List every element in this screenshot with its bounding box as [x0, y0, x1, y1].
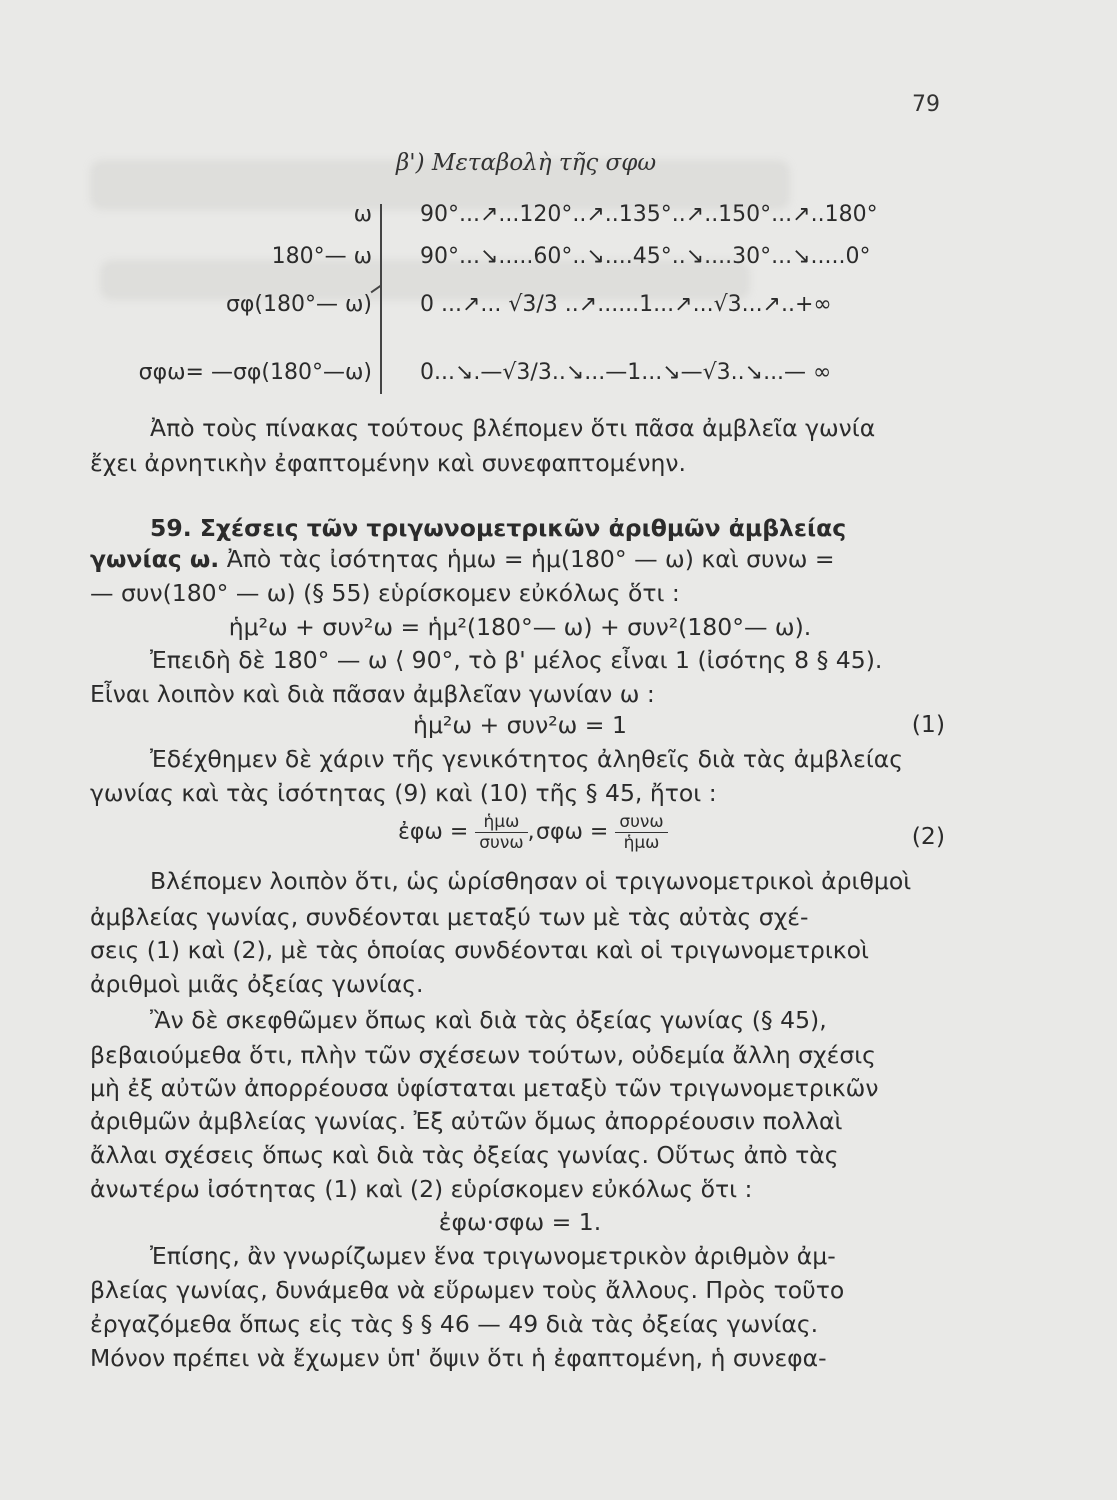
equation-tangent: ἐφω = $\frac{\text{ἡμω}}{\text{συνω}}$ , — [398, 812, 535, 853]
paragraph-line: ἀμβλείας γωνίας, συνδέονται μεταξύ των μὲ τὰς αὐτὰς σχέ- — [90, 903, 809, 931]
page-number: 79 — [912, 92, 940, 117]
paragraph-line: ἀριθμῶν ἀμβλείας γωνίας. Ἐξ αὐτῶν ὅμως ἀπορρέουσιν πολλαὶ — [90, 1107, 843, 1135]
table-row-values: 0...↘.—√3/3..↘...—1...↘—√3..↘...— ∞ — [420, 360, 832, 385]
paragraph-line: ἀριθμοὶ μιᾶς ὀξείας γωνίας. — [90, 970, 424, 998]
section-title-end: γωνίας ω. — [90, 545, 220, 573]
section-heading — [150, 513, 950, 543]
equation: ἡμ²ω + συν²ω = 1 — [413, 711, 627, 739]
paragraph-line: Ἐπειδὴ δὲ 180° — ω ⟨ 90°, τὸ β' μέλος εἶναι 1 (ἰσότης 8 § 45). — [150, 646, 883, 674]
paragraph-line: Μόνον πρέπει νὰ ἔχωμεν ὑπ' ὄψιν ὅτι ἡ ἐφαπτομένη, ἡ συνεφα- — [90, 1344, 827, 1372]
paragraph-line: ἔχει ἀρνητικὴν ἐφαπτομένην καὶ συνεφαπτομένην. — [90, 449, 686, 477]
table-row-label: σφω= —σφ(180°—ω) — [138, 360, 372, 385]
fraction-denominator: ἡμω — [623, 833, 660, 853]
paragraph-line: ἄλλαι σχέσεις ὅπως καὶ διὰ τὰς ὀξείας γωνίας. Οὕτως ἀπὸ τὰς — [90, 1141, 839, 1169]
fraction — [475, 812, 527, 853]
equation: ἡμ²ω + συν²ω = ἡμ²(180°— ω) + συν²(180°— ω). — [228, 613, 812, 641]
section-number: 59. — [150, 514, 192, 542]
paragraph-line: Βλέπομεν λοιπὸν ὅτι, ὡς ὡρίσθησαν οἱ τριγωνομετρικοὶ ἀριθμοὶ — [150, 867, 912, 895]
table-row-label: ω — [353, 202, 372, 227]
table-row-values: 0 ...↗... √3/3 ..↗......1...↗...√3...↗..+∞ — [420, 292, 832, 317]
equation: ἐφω·σφω = 1. — [438, 1208, 602, 1236]
paragraph-line: βλείας γωνίας, δυνάμεθα νὰ εὕρωμεν τοὺς ἄλλους. Πρὸς τοῦτο — [90, 1276, 845, 1304]
table-title: β') Μεταβολὴ τῆς σφω — [396, 150, 657, 176]
paragraph-line: γωνίας καὶ τὰς ἰσότητας (9) καὶ (10) τῆς § 45, ἤτοι : — [90, 779, 717, 807]
paragraph-line: Ἀπὸ τοὺς πίνακας τούτους βλέπομεν ὅτι πᾶσα ἀμβλεῖα γωνία — [150, 414, 876, 442]
fraction-numerator: συνω — [615, 812, 667, 833]
equation-number: (2) — [911, 822, 945, 850]
paragraph-line: ἐργαζόμεθα ὅπως εἰς τὰς § § 46 — 49 διὰ τὰς ὀξείας γωνίας. — [90, 1310, 819, 1338]
paragraph-line: — συν(180° — ω) (§ 55) εὑρίσκομεν εὐκόλως ὅτι : — [90, 579, 680, 607]
fraction-numerator: ἡμω — [475, 812, 527, 833]
paragraph-line: Ἂν δὲ σκεφθῶμεν ὅπως καὶ διὰ τὰς ὀξείας γωνίας (§ 45), — [150, 1006, 827, 1034]
paragraph-line: μὴ ἐξ αὐτῶν ἀπορρέουσα ὑφίσταται μεταξὺ τῶν τριγωνομετρικῶν — [90, 1074, 879, 1102]
equation-lhs: σφω = — [536, 819, 609, 845]
table-row-values: 90°...↗...120°..↗..135°..↗..150°...↗..180° — [420, 202, 878, 227]
table-bracket — [380, 204, 390, 394]
table-row-label: σφ(180°— ω) — [225, 292, 372, 317]
section-title: Σχέσεις τῶν τριγωνομετρικῶν ἀριθμῶν ἀμβλείας — [199, 514, 847, 542]
paragraph-line: σεις (1) καὶ (2), μὲ τὰς ὁποίας συνδέονται καὶ οἱ τριγωνομετρικοὶ — [90, 936, 869, 964]
paragraph-line: Ἐδέχθημεν δὲ χάριν τῆς γενικότητος ἀληθεῖς διὰ τὰς ἀμβλείας — [150, 745, 904, 773]
equation-number: (1) — [911, 710, 945, 738]
equation-cotangent — [536, 812, 668, 853]
paragraph-line: Ἐπίσης, ἂν γνωρίζωμεν ἕνα τριγωνομετρικὸν ἀριθμὸν ἀμ- — [150, 1242, 836, 1270]
fraction-denominator: συνω — [479, 833, 524, 853]
paragraph-line: ἀνωτέρω ἰσότητας (1) καὶ (2) εὑρίσκομεν εὐκόλως ὅτι : — [90, 1175, 753, 1203]
fraction — [615, 812, 667, 853]
paragraph-text: Ἀπὸ τὰς ἰσότητας ἡμω = ἡμ(180° — ω) καὶ συνω = — [219, 545, 835, 573]
table-row-label: 180°— ω — [271, 244, 372, 269]
equation-lhs: ἐφω = — [398, 819, 469, 845]
paragraph-line: βεβαιούμεθα ὅτι, πλὴν τῶν σχέσεων τούτων, οὐδεμία ἄλλη σχέσις — [90, 1041, 876, 1069]
paragraph-line — [90, 544, 950, 574]
paragraph-line: Εἶναι λοιπὸν καὶ διὰ πᾶσαν ἀμβλεῖαν γωνίαν ω : — [90, 680, 655, 708]
table-row-values: 90°...↘.....60°..↘....45°..↘....30°...↘.....0° — [420, 244, 871, 269]
